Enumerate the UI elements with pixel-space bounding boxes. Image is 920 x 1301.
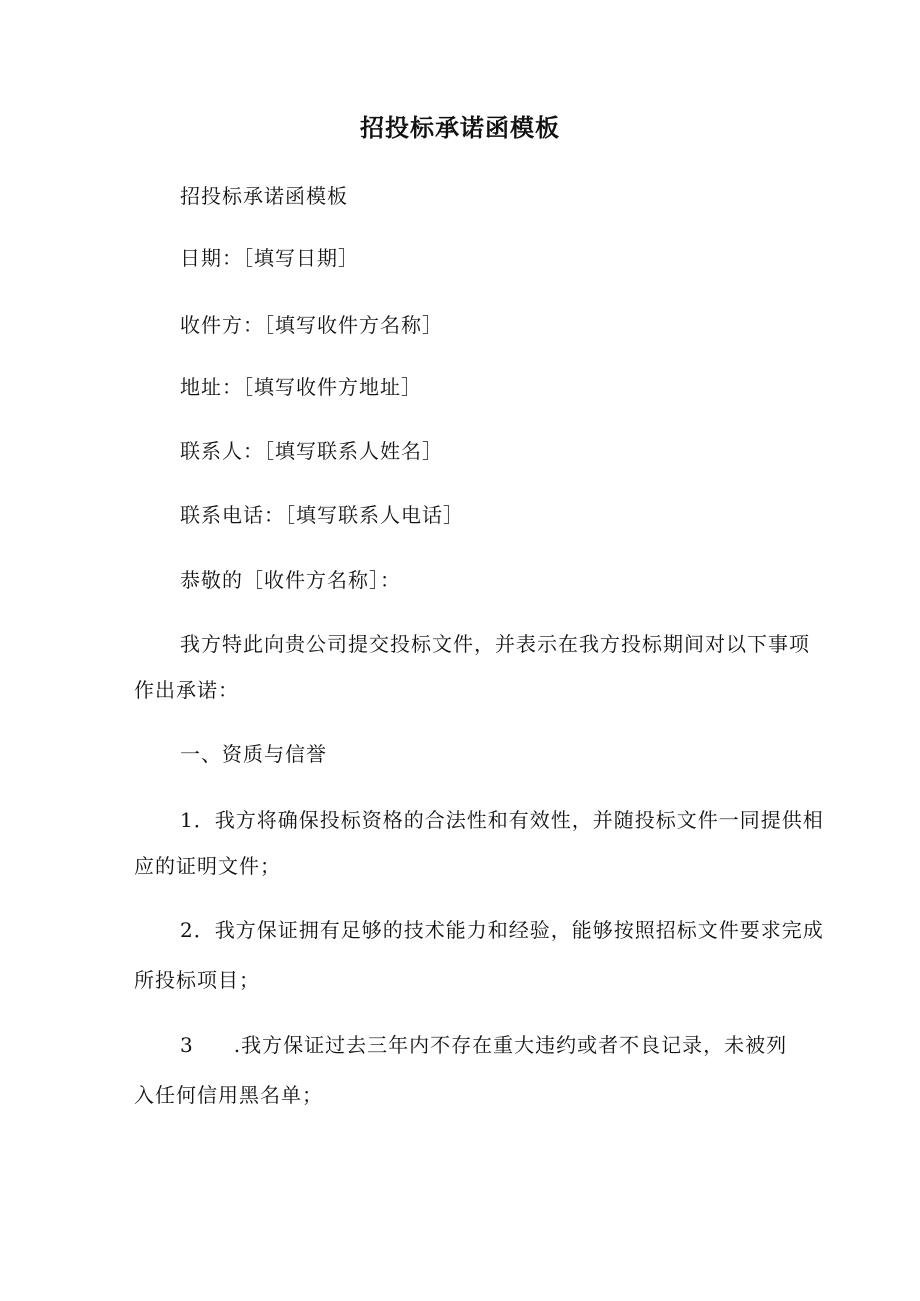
address-line: 地址：［填写收件方地址］ — [180, 375, 422, 399]
item-2-line-1: 2．我方保证拥有足够的技术能力和经验，能够按照招标文件要求完成 — [180, 918, 824, 942]
subtitle: 招投标承诺函模板 — [180, 184, 348, 208]
item-1-line-1: 1．我方将确保投标资格的合法性和有效性，并随投标文件一同提供相 — [180, 808, 824, 832]
recipient-line: 收件方：［填写收件方名称］ — [180, 313, 443, 337]
contact-line: 联系人：［填写联系人姓名］ — [180, 439, 443, 463]
intro-paragraph-line-2: 作出承诺： — [134, 678, 239, 702]
item-2-line-2: 所投标项目； — [134, 968, 260, 992]
document-title: 招投标承诺函模板 — [360, 114, 560, 142]
item-3-line-2: 入任何信用黑名单； — [134, 1083, 323, 1107]
item-3-number: 3 — [180, 1033, 194, 1057]
date-line: 日期：［填写日期］ — [180, 246, 359, 270]
phone-line: 联系电话：［填写联系人电话］ — [180, 503, 464, 527]
salutation: 恭敬的［收件方名称］： — [180, 568, 401, 592]
item-3-text: .我方保证过去三年内不存在重大违约或者不良记录，未被列 — [233, 1033, 788, 1057]
item-3-line-1 — [180, 1030, 787, 1060]
item-1-line-2: 应的证明文件； — [134, 854, 281, 878]
intro-paragraph-line-1: 我方特此向贵公司提交投标文件，并表示在我方投标期间对以下事项 — [180, 632, 810, 656]
section-heading: 一、资质与信誉 — [180, 742, 327, 766]
